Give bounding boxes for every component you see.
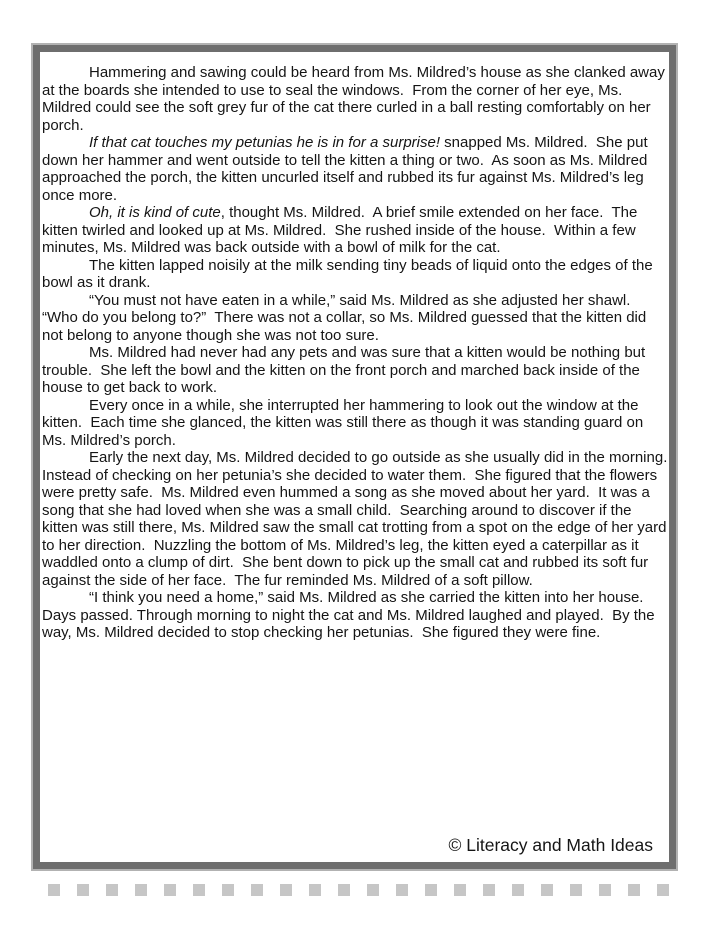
decor-square	[628, 884, 640, 896]
text-segment: Early the next day, Ms. Mildred decided to go outside as she usually did in the morning. Instead of checking on her petunia’s she decided to water them. She figured that the flowers were pretty safe. Ms. Mildred even hummed a song as she moved about her yard. It was a song that she had loved when she was a small child. Searching around to discover if the kitten was still there, Ms. Mildred saw the small cat trotting from a spot on the edge of her yard to her direction. Nuzzling the bottom of Ms. Mildred’s leg, the kitten eyed a caterpillar as it waddled onto a clump of dirt. She bent down to pick up the small cat and rubbed its soft fur against the side of her face. The fur reminded Ms. Mildred of a soft pillow.	[42, 449, 676, 589]
decor-square	[657, 884, 669, 896]
story-paragraph	[42, 257, 669, 292]
story-paragraph	[42, 204, 669, 257]
story-paragraph	[42, 64, 669, 134]
decor-square	[541, 884, 553, 896]
decor-square	[396, 884, 408, 896]
story-text	[42, 64, 676, 642]
decor-square	[309, 884, 321, 896]
decor-square	[425, 884, 437, 896]
decor-square	[164, 884, 176, 896]
decor-square	[512, 884, 524, 896]
text-segment: Ms. Mildred had never had any pets and was sure that a kitten would be nothing but trouble. She left the bowl and the kitten on the front porch and marched back inside of the house to get back to work.	[42, 344, 650, 396]
story-paragraph	[42, 134, 669, 204]
decor-square	[222, 884, 234, 896]
decor-square	[106, 884, 118, 896]
decor-square	[599, 884, 611, 896]
decor-square	[367, 884, 379, 896]
story-paragraph	[42, 397, 669, 450]
decor-square	[135, 884, 147, 896]
story-paragraph	[42, 589, 669, 642]
text-segment: The kitten lapped noisily at the milk sending tiny beads of liquid onto the edges of the bowl as it drank.	[42, 256, 657, 291]
text-segment: Hammering and sawing could be heard from Ms. Mildred’s house as she clanked away at the boards she intended to use to seal the windows. From the corner of her eye, Ms. Mildred could see the soft grey fur of the cat there curled in a ball resting comfortably on her porch.	[42, 64, 670, 134]
decor-square	[48, 884, 60, 896]
decor-square	[570, 884, 582, 896]
italic-phrase: Oh, it is kind of cute	[89, 204, 221, 221]
dot-strip	[48, 884, 669, 896]
decor-square	[193, 884, 205, 896]
decor-square	[338, 884, 350, 896]
text-segment: , thought Ms. Mildred. A brief smile extended on her face. The kitten twirled and looked up at Ms. Mildred. She rushed inside of the house. Within a few minutes, Ms. Mildred was back outside with a bowl of milk for the cat.	[42, 204, 642, 256]
text-segment: snapped Ms. Mildred. She put down her hammer and went outside to tell the kitten a thing or two. As soon as Ms. Mildred approached the porch, the kitten uncurled itself and rubbed its fur against Ms. Mildred’s leg once more.	[42, 134, 652, 204]
story-paragraph	[42, 292, 669, 345]
text-segment: Every once in a while, she interrupted her hammering to look out the window at the kitten. Each time she glanced, the kitten was still there as though it was standing guard on Ms. Mildred’s porch.	[42, 396, 648, 449]
italic-phrase: If that cat touches my petunias he is in for a surprise!	[89, 134, 441, 151]
copyright-credit: © Literacy and Math Ideas	[448, 835, 653, 855]
decor-square	[77, 884, 89, 896]
story-paragraph	[42, 449, 676, 589]
text-segment: “You must not have eaten in a while,” said Ms. Mildred as she adjusted her shawl. “Who do you belong to?” There was not a collar, so Ms. Mildred guessed that the kitten did not belong to anyone though she was not too sure.	[42, 291, 651, 344]
decor-square	[483, 884, 495, 896]
decor-square	[251, 884, 263, 896]
decor-square	[280, 884, 292, 896]
text-segment: “I think you need a home,” said Ms. Mildred as she carried the kitten into her house. Days passed. Through morning to night the cat and Ms. Mildred laughed and played. By the way, Ms. Mildred decided to stop checking her petunias. She figured they were fine.	[42, 589, 659, 641]
story-paragraph	[42, 344, 669, 397]
story-frame	[33, 45, 676, 869]
decor-square	[454, 884, 466, 896]
